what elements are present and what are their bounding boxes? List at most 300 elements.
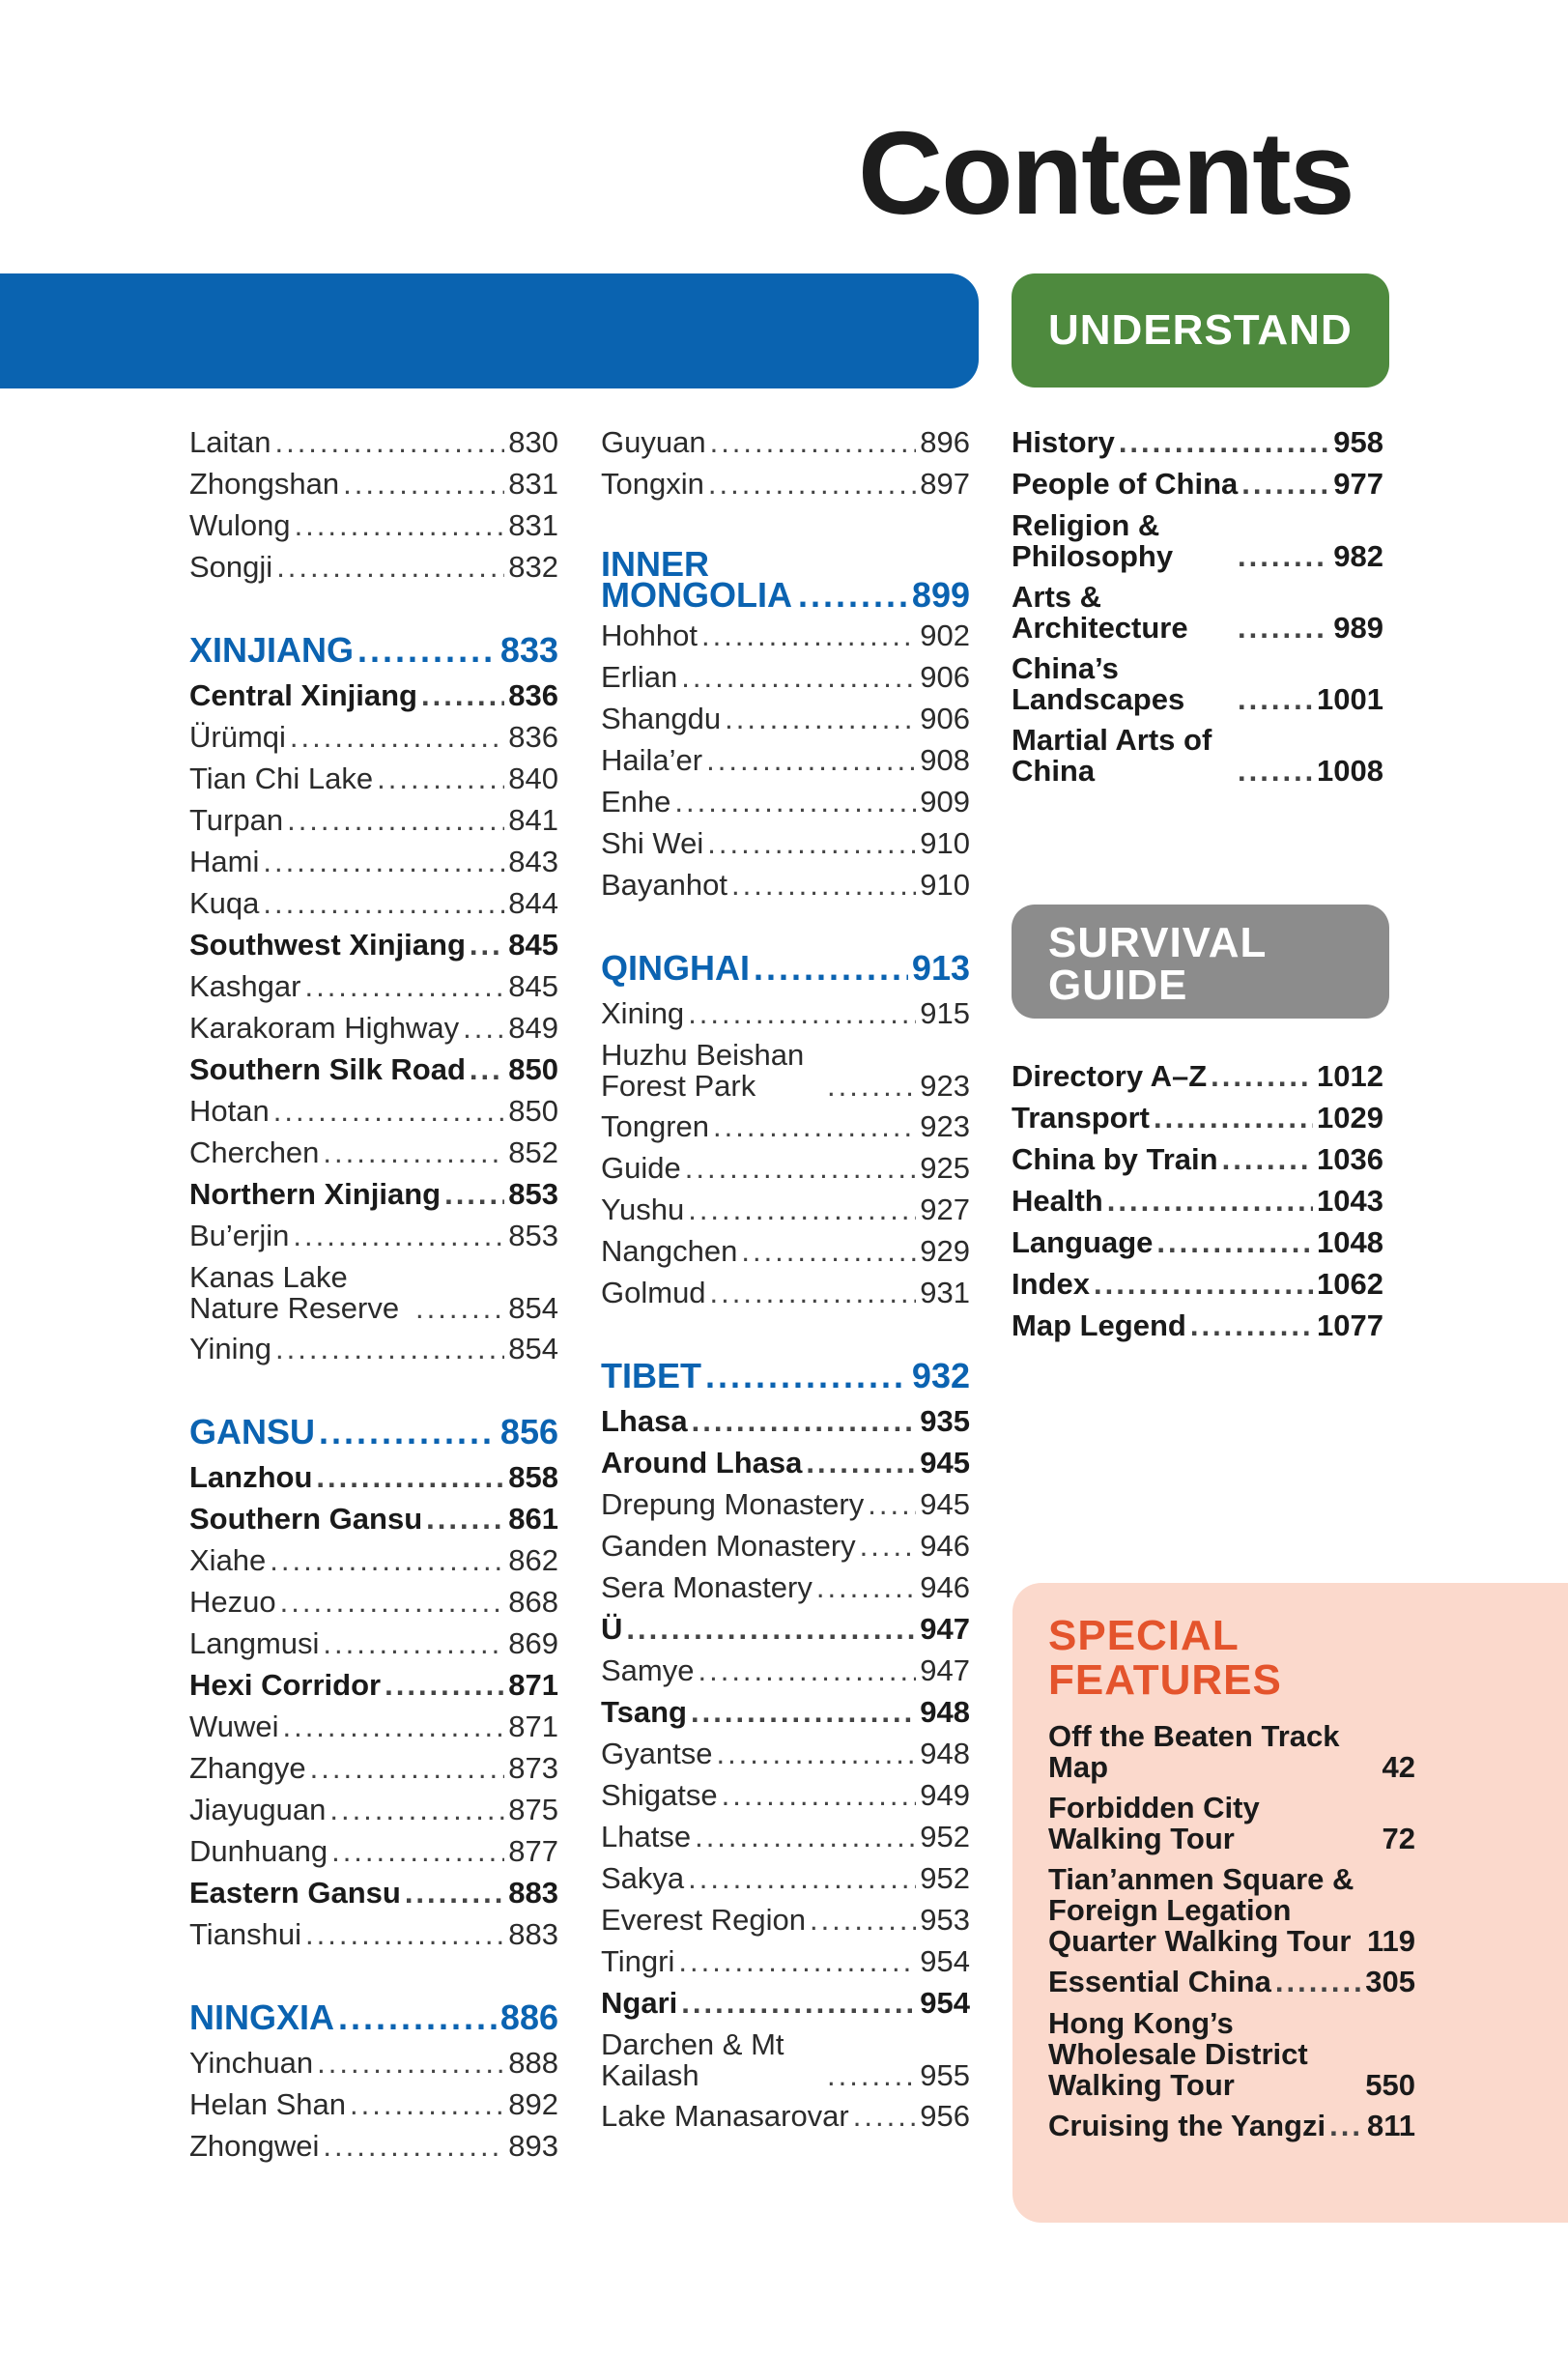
toc-entry-label: Southern Gansu bbox=[189, 1502, 423, 1536]
toc-entry-label: Drepung Monastery bbox=[601, 1487, 865, 1521]
dot-leader bbox=[415, 1293, 504, 1324]
toc-page-number: 871 bbox=[508, 1668, 558, 1702]
dot-leader bbox=[316, 1456, 504, 1498]
header-blue-bar bbox=[0, 273, 979, 388]
dot-leader bbox=[626, 1608, 916, 1650]
toc-entry-tian-chi-lake[interactable] bbox=[189, 758, 558, 799]
toc-entry-label: Lake Manasarovar bbox=[601, 2099, 849, 2133]
dot-leader bbox=[263, 841, 504, 882]
toc-entry-label: Sakya bbox=[601, 1861, 685, 1895]
toc-page-number: 845 bbox=[508, 969, 558, 1003]
toc-entry-label: Transport bbox=[1012, 1101, 1150, 1135]
dot-leader bbox=[463, 1007, 504, 1049]
dot-leader bbox=[701, 615, 916, 656]
toc-entry-label: Tongxin bbox=[601, 467, 704, 501]
special-features-list bbox=[1048, 1715, 1415, 2146]
toc-entry-label: TIBET bbox=[601, 1356, 701, 1395]
toc-entry-eastern-gansu[interactable] bbox=[189, 1872, 558, 1913]
dot-leader bbox=[357, 626, 497, 675]
toc-page-number: 850 bbox=[508, 1094, 558, 1128]
toc-entry-darchen-mt-kailash[interactable] bbox=[601, 2024, 970, 2095]
dot-leader bbox=[331, 1830, 504, 1872]
toc-entry-people-of-china[interactable] bbox=[1012, 463, 1383, 504]
toc-entry-label: Yinchuan bbox=[189, 2046, 314, 2080]
toc-entry-forbidden-city-walking-tour[interactable] bbox=[1048, 1787, 1415, 1858]
toc-entry-religion-philosophy[interactable] bbox=[1012, 504, 1383, 576]
toc-page-number: 913 bbox=[911, 948, 970, 988]
toc-page-number: 862 bbox=[508, 1543, 558, 1577]
toc-page-number: 949 bbox=[920, 1778, 970, 1812]
toc-entry-xining[interactable] bbox=[601, 992, 970, 1034]
toc-page-number: 954 bbox=[920, 1944, 970, 1978]
dot-leader bbox=[1329, 2105, 1363, 2146]
toc-entry-label: Nangchen bbox=[601, 1234, 738, 1268]
dot-leader bbox=[444, 1173, 504, 1215]
toc-entry-label: Off the Beaten Track Map bbox=[1048, 1719, 1340, 1784]
dot-leader bbox=[722, 1774, 917, 1816]
toc-page-number: 1043 bbox=[1317, 1184, 1383, 1218]
toc-entry-laitan[interactable] bbox=[189, 421, 558, 463]
toc-page-number: 877 bbox=[508, 1834, 558, 1868]
toc-entry-label: Guyuan bbox=[601, 425, 706, 459]
dot-leader bbox=[827, 1071, 916, 1102]
section-gap bbox=[189, 588, 558, 626]
toc-entry-label: Ganden Monastery bbox=[601, 1529, 856, 1563]
toc-entry-hexi-corridor[interactable] bbox=[189, 1664, 558, 1706]
dot-leader bbox=[798, 580, 908, 611]
toc-page-number: 923 bbox=[920, 1069, 970, 1103]
toc-entry-guyuan[interactable] bbox=[601, 421, 970, 463]
dot-leader bbox=[1238, 541, 1329, 572]
toc-entry-label: Tian’anmen Square & Foreign Legation Quarter Walking Tour bbox=[1048, 1862, 1354, 1958]
toc-entry-label: Ürümqi bbox=[189, 720, 286, 754]
dot-leader bbox=[377, 758, 504, 799]
toc-page-number: 947 bbox=[920, 1653, 970, 1687]
toc-page-number: 955 bbox=[920, 2058, 970, 2092]
toc-entry-label: Zhongshan bbox=[189, 467, 340, 501]
toc-section-inner-mongolia[interactable] bbox=[601, 543, 970, 615]
dot-leader bbox=[731, 864, 916, 905]
toc-page-number: 893 bbox=[508, 2129, 558, 2163]
toc-entry-label: Helan Shan bbox=[189, 2087, 347, 2121]
toc-entry-shi-wei[interactable] bbox=[601, 822, 970, 864]
section-gap bbox=[601, 504, 970, 543]
dot-leader bbox=[754, 944, 908, 992]
toc-page-number: 830 bbox=[508, 425, 558, 459]
toc-page-number: 854 bbox=[508, 1332, 558, 1365]
toc-entry-tongxin[interactable] bbox=[601, 463, 970, 504]
dot-leader bbox=[1107, 1180, 1313, 1221]
dot-leader bbox=[716, 1733, 916, 1774]
toc-entry-huzhu-beishan-forest-park[interactable] bbox=[601, 1034, 970, 1106]
toc-page-number: 945 bbox=[920, 1487, 970, 1521]
dot-leader bbox=[806, 1442, 916, 1483]
dot-leader bbox=[692, 1400, 917, 1442]
toc-entry-langmusi[interactable] bbox=[189, 1623, 558, 1664]
toc-entry-karakoram-highway[interactable] bbox=[189, 1007, 558, 1049]
toc-entry-label: Enhe bbox=[601, 785, 671, 819]
toc-page-number: 948 bbox=[920, 1737, 970, 1770]
toc-entry-hezuo[interactable] bbox=[189, 1581, 558, 1623]
toc-entry-golmud[interactable] bbox=[601, 1272, 970, 1313]
dot-leader bbox=[868, 1483, 916, 1525]
toc-entry-xiahe[interactable] bbox=[189, 1539, 558, 1581]
toc-entry-label: Dunhuang bbox=[189, 1834, 328, 1868]
toc-entry-southern-gansu[interactable] bbox=[189, 1498, 558, 1539]
toc-page-number: 929 bbox=[920, 1234, 970, 1268]
toc-entry-label: Wuwei bbox=[189, 1710, 279, 1743]
toc-entry-history[interactable] bbox=[1012, 421, 1383, 463]
toc-page-number: 849 bbox=[508, 1011, 558, 1045]
toc-entry-sera-monastery[interactable] bbox=[601, 1566, 970, 1608]
toc-entry-label: Ngari bbox=[601, 1986, 678, 2020]
toc-entry-label: Erlian bbox=[601, 660, 678, 694]
toc-page-number: 832 bbox=[508, 550, 558, 584]
dot-leader bbox=[725, 698, 916, 739]
dot-leader bbox=[1154, 1097, 1313, 1138]
toc-entry-zhongwei[interactable] bbox=[189, 2125, 558, 2167]
section-gap bbox=[189, 1369, 558, 1408]
toc-entry-gyantse[interactable] bbox=[601, 1733, 970, 1774]
toc-page-number: 910 bbox=[920, 868, 970, 902]
dot-leader bbox=[708, 463, 916, 504]
toc-entry-label: Directory A–Z bbox=[1012, 1059, 1208, 1093]
survival-guide-heading bbox=[1012, 905, 1389, 1019]
toc-entry-tingri[interactable] bbox=[601, 1940, 970, 1982]
toc-entry-label: China by Train bbox=[1012, 1142, 1218, 1176]
toc-entry-bayanhot[interactable] bbox=[601, 864, 970, 905]
toc-entry-index[interactable] bbox=[1012, 1263, 1383, 1305]
toc-entry-label: Bayanhot bbox=[601, 868, 727, 902]
toc-entry-label: Lhasa bbox=[601, 1404, 688, 1438]
dot-leader bbox=[1190, 1305, 1313, 1346]
toc-page-number: 845 bbox=[508, 928, 558, 962]
section-gap bbox=[189, 1955, 558, 1994]
toc-page-number: 982 bbox=[1333, 539, 1383, 573]
toc-page-number: 861 bbox=[508, 1502, 558, 1536]
toc-entry-label: Language bbox=[1012, 1225, 1154, 1259]
toc-entry-kanas-lake-nature-reserve[interactable] bbox=[189, 1256, 558, 1328]
toc-page-number: 910 bbox=[920, 826, 970, 860]
toc-entry-label: Golmud bbox=[601, 1276, 706, 1309]
toc-entry-northern-xinjiang[interactable] bbox=[189, 1173, 558, 1215]
dot-leader bbox=[405, 1872, 504, 1913]
toc-page-number: 989 bbox=[1333, 611, 1383, 645]
toc-page-number: 906 bbox=[920, 660, 970, 694]
toc-entry-essential-china[interactable] bbox=[1048, 1961, 1415, 2002]
toc-entry-off-the-beaten-track-map[interactable] bbox=[1048, 1715, 1415, 1787]
dot-leader bbox=[1238, 684, 1313, 715]
toc-entry-[interactable] bbox=[601, 1608, 970, 1650]
toc-entry-label: Northern Xinjiang bbox=[189, 1177, 442, 1211]
toc-entry-southwest-xinjiang[interactable] bbox=[189, 924, 558, 965]
toc-entry-hong-kong-s-wholesale-district-walking-tour[interactable] bbox=[1048, 2002, 1415, 2105]
toc-entry-label: Shi Wei bbox=[601, 826, 704, 860]
toc-page-number: 902 bbox=[920, 618, 970, 652]
toc-page-number: 811 bbox=[1366, 2109, 1415, 2142]
dot-leader bbox=[827, 2060, 916, 2091]
dot-leader bbox=[276, 546, 504, 588]
dot-leader bbox=[323, 1132, 504, 1173]
toc-entry-sakya[interactable] bbox=[601, 1857, 970, 1899]
toc-entry-tongren[interactable] bbox=[601, 1106, 970, 1147]
dot-leader bbox=[707, 822, 916, 864]
dot-leader bbox=[695, 1816, 916, 1857]
toc-entry-helan-shan[interactable] bbox=[189, 2083, 558, 2125]
dot-leader bbox=[713, 1106, 916, 1147]
dot-leader bbox=[421, 675, 504, 716]
toc-entry-label: Hami bbox=[189, 845, 260, 878]
toc-page-number: 946 bbox=[920, 1529, 970, 1563]
toc-page-number: 948 bbox=[920, 1695, 970, 1729]
toc-entry-haila-er[interactable] bbox=[601, 739, 970, 781]
toc-page-number: 931 bbox=[920, 1276, 970, 1309]
toc-entry-label: NINGXIA bbox=[189, 1997, 335, 2037]
toc-entry-directory-a-z[interactable] bbox=[1012, 1055, 1383, 1097]
toc-page-number: 1036 bbox=[1317, 1142, 1383, 1176]
toc-entry-label: Map Legend bbox=[1012, 1308, 1186, 1342]
toc-page-number: 946 bbox=[920, 1570, 970, 1604]
toc-entry-label: Yushu bbox=[601, 1192, 685, 1226]
dot-leader bbox=[1238, 756, 1313, 787]
toc-page-number: 908 bbox=[920, 743, 970, 777]
toc-entry-label: Ü bbox=[601, 1612, 623, 1646]
toc-entry-guide[interactable] bbox=[601, 1147, 970, 1189]
toc-page-number: 945 bbox=[920, 1446, 970, 1480]
toc-entry-enhe[interactable] bbox=[601, 781, 970, 822]
toc-page-number: 844 bbox=[508, 886, 558, 920]
dot-leader bbox=[691, 1691, 916, 1733]
toc-page-number: 858 bbox=[508, 1460, 558, 1494]
toc-entry-hotan[interactable] bbox=[189, 1090, 558, 1132]
toc-page-number: 977 bbox=[1333, 467, 1383, 501]
toc-entry-songji[interactable] bbox=[189, 546, 558, 588]
toc-entry-label: Lhatse bbox=[601, 1820, 692, 1853]
toc-entry-shangdu[interactable] bbox=[601, 698, 970, 739]
toc-entry-china-s-landscapes[interactable] bbox=[1012, 647, 1383, 719]
toc-entry-yining[interactable] bbox=[189, 1328, 558, 1369]
toc-entry-label: Hotan bbox=[189, 1094, 270, 1128]
dot-leader bbox=[263, 882, 504, 924]
toc-entry-martial-arts-of-china[interactable] bbox=[1012, 719, 1383, 790]
dot-leader bbox=[1211, 1055, 1313, 1097]
survival-guide-heading-text: SURVIVAL GUIDE bbox=[1048, 919, 1267, 1009]
section-gap bbox=[601, 1313, 970, 1352]
toc-entry-label: Essential China bbox=[1048, 1965, 1271, 1998]
toc-page-number: 871 bbox=[508, 1710, 558, 1743]
special-features-heading: SPECIAL FEATURES bbox=[1048, 1612, 1282, 1704]
toc-page-number: 947 bbox=[920, 1612, 970, 1646]
dot-leader bbox=[323, 1623, 504, 1664]
understand-list bbox=[1012, 421, 1383, 790]
toc-page-number: 906 bbox=[920, 702, 970, 735]
toc-entry-kuqa[interactable] bbox=[189, 882, 558, 924]
toc-entry-lhasa[interactable] bbox=[601, 1400, 970, 1442]
toc-page-number: 883 bbox=[508, 1876, 558, 1910]
toc-entry-label: Darchen & Mt Kailash bbox=[601, 2027, 784, 2092]
toc-entry-map-legend[interactable] bbox=[1012, 1305, 1383, 1346]
toc-page-number: 119 bbox=[1366, 1924, 1415, 1958]
toc-entry-zhongshan[interactable] bbox=[189, 463, 558, 504]
toc-entry-everest-region[interactable] bbox=[601, 1899, 970, 1940]
toc-entry-bu-erjin[interactable] bbox=[189, 1215, 558, 1256]
toc-entry-label: Tongren bbox=[601, 1109, 710, 1143]
toc-entry-tsang[interactable] bbox=[601, 1691, 970, 1733]
toc-entry-tian-anmen-square-foreign-legation-quarter-walking-tour[interactable] bbox=[1048, 1858, 1415, 1961]
toc-page-number: 935 bbox=[920, 1404, 970, 1438]
toc-entry-language[interactable] bbox=[1012, 1221, 1383, 1263]
dot-leader bbox=[470, 924, 504, 965]
toc-entry-label: Hexi Corridor bbox=[189, 1668, 382, 1702]
toc-entry-label: QINGHAI bbox=[601, 948, 751, 988]
toc-entry-turpan[interactable] bbox=[189, 799, 558, 841]
dot-leader bbox=[305, 1913, 504, 1955]
toc-page-number: 896 bbox=[920, 425, 970, 459]
toc-entry-samye[interactable] bbox=[601, 1650, 970, 1691]
dot-leader bbox=[816, 1566, 916, 1608]
dot-leader bbox=[710, 421, 917, 463]
toc-entry-label: INNER MONGOLIA bbox=[601, 544, 792, 615]
toc-section-tibet[interactable] bbox=[601, 1352, 970, 1400]
toc-entry-hami[interactable] bbox=[189, 841, 558, 882]
toc-page-number: 873 bbox=[508, 1751, 558, 1785]
toc-page-number: 925 bbox=[920, 1151, 970, 1185]
toc-section-qinghai[interactable] bbox=[601, 944, 970, 992]
dot-leader bbox=[304, 965, 504, 1007]
toc-entry-label: Tianshui bbox=[189, 1917, 302, 1951]
toc-page-number: 927 bbox=[920, 1192, 970, 1226]
dot-leader bbox=[674, 781, 916, 822]
toc-page-number: 550 bbox=[1365, 2068, 1415, 2102]
dot-leader bbox=[350, 2083, 504, 2125]
toc-section-gansu[interactable] bbox=[189, 1408, 558, 1456]
toc-entry-transport[interactable] bbox=[1012, 1097, 1383, 1138]
dot-leader bbox=[329, 1789, 504, 1830]
toc-entry-yushu[interactable] bbox=[601, 1189, 970, 1230]
toc-entry-ganden-monastery[interactable] bbox=[601, 1525, 970, 1566]
toc-entry-label: Gyantse bbox=[601, 1737, 713, 1770]
toc-entry-shigatse[interactable] bbox=[601, 1774, 970, 1816]
toc-entry-cherchen[interactable] bbox=[189, 1132, 558, 1173]
toc-entry-hohhot[interactable] bbox=[601, 615, 970, 656]
toc-page-number: 1062 bbox=[1317, 1267, 1383, 1301]
toc-entry-label: Lanzhou bbox=[189, 1460, 313, 1494]
toc-page-number: 952 bbox=[920, 1861, 970, 1895]
dot-leader bbox=[810, 1899, 916, 1940]
toc-entry-health[interactable] bbox=[1012, 1180, 1383, 1221]
toc-entry-arts-architecture[interactable] bbox=[1012, 576, 1383, 647]
toc-entry-label: Laitan bbox=[189, 425, 271, 459]
dot-leader bbox=[1222, 1138, 1313, 1180]
toc-entry-drepung-monastery[interactable] bbox=[601, 1483, 970, 1525]
toc-entry-label: Tsang bbox=[601, 1695, 687, 1729]
toc-page-number: 956 bbox=[920, 2099, 970, 2133]
toc-page-number: 305 bbox=[1365, 1965, 1415, 1998]
toc-page-number: 954 bbox=[920, 1986, 970, 2020]
toc-section-xinjiang[interactable] bbox=[189, 626, 558, 675]
toc-page-number: 852 bbox=[508, 1135, 558, 1169]
toc-page-number: 953 bbox=[920, 1903, 970, 1937]
toc-entry-label: Religion & Philosophy bbox=[1012, 508, 1174, 573]
toc-entry-tianshui[interactable] bbox=[189, 1913, 558, 1955]
toc-entry-label: Arts & Architecture bbox=[1012, 580, 1188, 645]
toc-entry-lake-manasarovar[interactable] bbox=[601, 2095, 970, 2137]
dot-leader bbox=[287, 799, 504, 841]
toc-page-number: 854 bbox=[508, 1291, 558, 1325]
dot-leader bbox=[295, 504, 505, 546]
toc-page-number: 883 bbox=[508, 1917, 558, 1951]
toc-entry-nangchen[interactable] bbox=[601, 1230, 970, 1272]
toc-entry-china-by-train[interactable] bbox=[1012, 1138, 1383, 1180]
toc-entry-r-mqi[interactable] bbox=[189, 716, 558, 758]
dot-leader bbox=[853, 2095, 917, 2137]
toc-entry-jiayuguan[interactable] bbox=[189, 1789, 558, 1830]
toc-entry-label: Kashgar bbox=[189, 969, 301, 1003]
toc-entry-lhatse[interactable] bbox=[601, 1816, 970, 1857]
dot-leader bbox=[1275, 1961, 1361, 2002]
toc-entry-label: Zhangye bbox=[189, 1751, 306, 1785]
toc-page-number: 853 bbox=[508, 1177, 558, 1211]
toc-page-number: 1029 bbox=[1317, 1101, 1383, 1135]
toc-section-ningxia[interactable] bbox=[189, 1994, 558, 2042]
toc-entry-label: Turpan bbox=[189, 803, 284, 837]
toc-entry-erlian[interactable] bbox=[601, 656, 970, 698]
toc-entry-wuwei[interactable] bbox=[189, 1706, 558, 1747]
toc-page-number: 909 bbox=[920, 785, 970, 819]
toc-entry-label: Martial Arts of China bbox=[1012, 723, 1212, 788]
toc-entry-dunhuang[interactable] bbox=[189, 1830, 558, 1872]
toc-entry-lanzhou[interactable] bbox=[189, 1456, 558, 1498]
toc-page-number: 843 bbox=[508, 845, 558, 878]
toc-entry-wulong[interactable] bbox=[189, 504, 558, 546]
section-gap bbox=[601, 905, 970, 944]
toc-page-number: 72 bbox=[1382, 1822, 1415, 1855]
toc-entry-label: Zhongwei bbox=[189, 2129, 320, 2163]
dot-leader bbox=[470, 1049, 504, 1090]
toc-entry-label: Sera Monastery bbox=[601, 1570, 813, 1604]
toc-page-number: 892 bbox=[508, 2087, 558, 2121]
toc-entry-label: Yining bbox=[189, 1332, 272, 1365]
toc-entry-ngari[interactable] bbox=[601, 1982, 970, 2024]
toc-entry-central-xinjiang[interactable] bbox=[189, 675, 558, 716]
toc-entry-label: Tian Chi Lake bbox=[189, 761, 374, 795]
dot-leader bbox=[688, 1189, 916, 1230]
toc-page-number: 836 bbox=[508, 678, 558, 712]
toc-entry-label: Central Xinjiang bbox=[189, 678, 417, 712]
toc-entry-label: Health bbox=[1012, 1184, 1103, 1218]
toc-entry-southern-silk-road[interactable] bbox=[189, 1049, 558, 1090]
toc-entry-zhangye[interactable] bbox=[189, 1747, 558, 1789]
dot-leader bbox=[319, 1408, 497, 1456]
toc-entry-label: Haila’er bbox=[601, 743, 703, 777]
toc-entry-label: Jiayuguan bbox=[189, 1793, 327, 1826]
toc-page-number: 1048 bbox=[1317, 1225, 1383, 1259]
toc-entry-label: History bbox=[1012, 425, 1115, 459]
dot-leader bbox=[273, 1090, 505, 1132]
toc-entry-label: Index bbox=[1012, 1267, 1090, 1301]
toc-entry-cruising-the-yangzi[interactable] bbox=[1048, 2105, 1415, 2146]
toc-entry-yinchuan[interactable] bbox=[189, 2042, 558, 2083]
toc-page-number: 836 bbox=[508, 720, 558, 754]
dot-leader bbox=[270, 1539, 504, 1581]
toc-entry-kashgar[interactable] bbox=[189, 965, 558, 1007]
dot-leader bbox=[1241, 463, 1329, 504]
toc-entry-around-lhasa[interactable] bbox=[601, 1442, 970, 1483]
dot-leader bbox=[685, 1147, 917, 1189]
toc-page-number: 853 bbox=[508, 1219, 558, 1252]
toc-page-number: 856 bbox=[499, 1412, 558, 1451]
toc-page-number: 850 bbox=[508, 1052, 558, 1086]
